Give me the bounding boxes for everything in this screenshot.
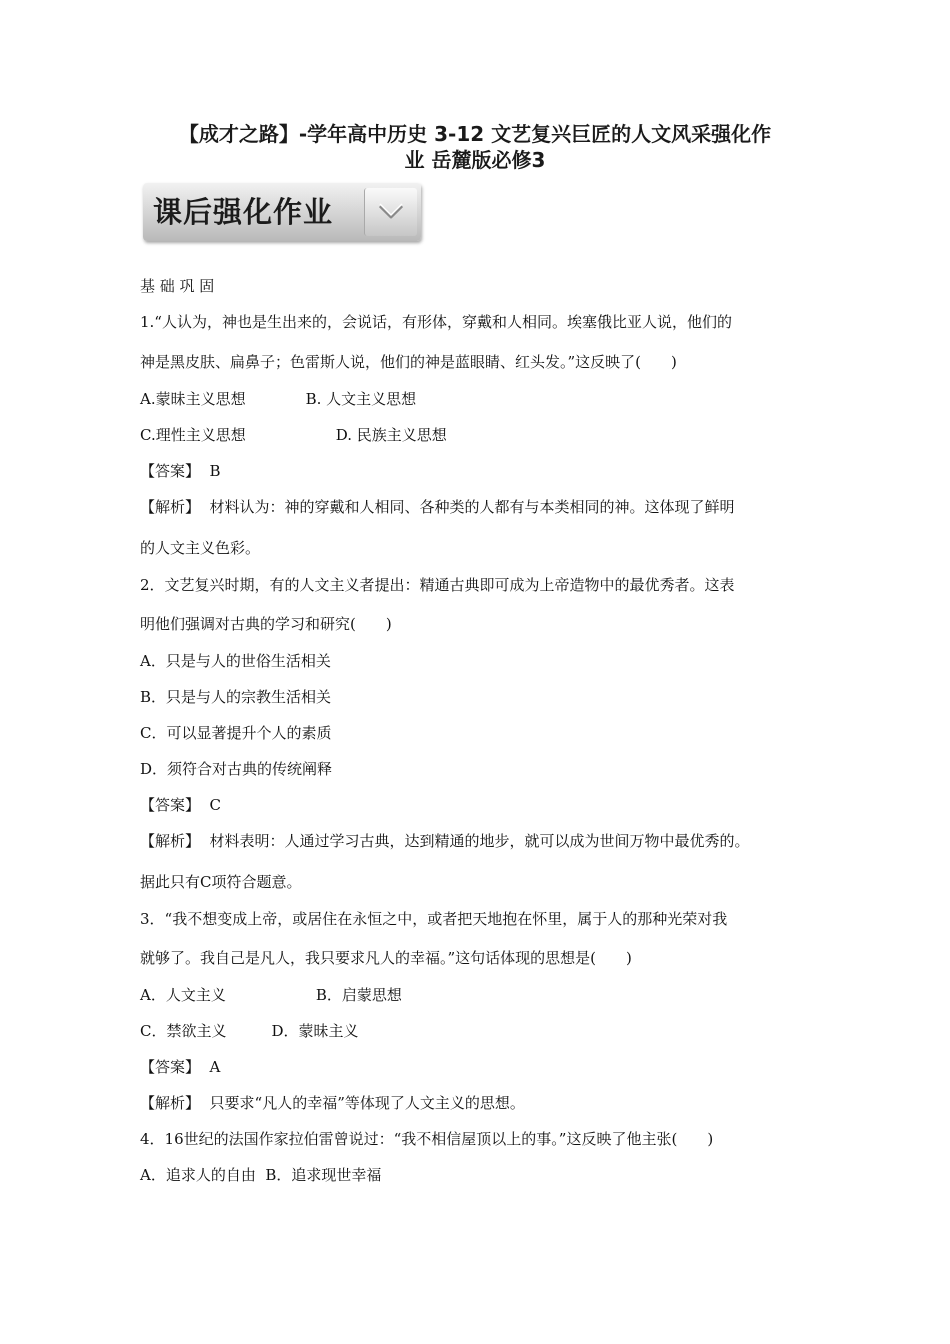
question-4-options-line-1: A．追求人的自由 B．追求现世幸福 [140, 1166, 382, 1184]
question-3-options-line-1: A．人文主义 B．启蒙思想 [140, 986, 402, 1004]
question-2-option-d: D．须符合对古典的传统阐释 [140, 760, 333, 778]
question-2-option-a: A．只是与人的世俗生活相关 [140, 652, 331, 670]
question-2-analysis-line-1: 【解析】 材料表明：人通过学习古典，达到精通的地步，就可以成为世间万物中最优秀的。 [140, 832, 750, 850]
question-1-stem-line-2: 神是黑皮肤、扁鼻子；色雷斯人说，他们的神是蓝眼睛、红头发。”这反映了( ) [140, 353, 677, 371]
question-2-option-c: C．可以显著提升个人的素质 [140, 724, 332, 742]
question-2-analysis-line-2: 据此只有C项符合题意。 [140, 873, 302, 891]
banner-dropdown-button [364, 188, 417, 236]
document-title-line-1: 【成才之路】-学年高中历史 3-12 文艺复兴巨匠的人文风采强化作 [178, 122, 772, 146]
question-1-options-line-2: C.理性主义思想 D. 民族主义思想 [140, 426, 447, 444]
question-2-option-b: B．只是与人的宗教生活相关 [140, 688, 332, 706]
question-2-stem-line-1: 2．文艺复兴时期，有的人文主义者提出：精通古典即可成为上帝造物中的最优秀者。这表 [140, 576, 735, 594]
question-3-answer: 【答案】 A [140, 1058, 221, 1076]
question-2-answer: 【答案】 C [140, 796, 222, 814]
question-3-options-line-2: C．禁欲主义 D．蒙昧主义 [140, 1022, 359, 1040]
question-3-analysis: 【解析】 只要求“凡人的幸福”等体现了人文主义的思想。 [140, 1094, 525, 1112]
question-1-analysis-line-1: 【解析】 材料认为：神的穿戴和人相同、各种类的人都有与本类相同的神。这体现了鲜明 [140, 498, 735, 516]
question-4-stem: 4．16世纪的法国作家拉伯雷曾说过：“我不相信屋顶以上的事。”这反映了他主张( ) [140, 1130, 714, 1148]
document-title [120, 121, 830, 173]
question-2-stem-line-2: 明他们强调对古典的学习和研究( ) [140, 615, 392, 633]
question-3-stem-line-2: 就够了。我自己是凡人，我只要求凡人的幸福。”这句话体现的思想是( ) [140, 949, 632, 967]
banner-label: 课后强化作业 [153, 195, 334, 229]
question-1-stem-line-1: 1.“人认为，神也是生出来的，会说话，有形体，穿戴和人相同。埃塞俄比亚人说，他们的 [140, 313, 732, 331]
question-1-options-line-1: A.蒙昧主义思想 B. 人文主义思想 [140, 390, 417, 408]
question-1-analysis-line-2: 的人文主义色彩。 [140, 539, 261, 557]
homework-banner [143, 183, 421, 241]
question-1-answer: 【答案】 B [140, 462, 221, 480]
section-heading: 基 础 巩 固 [140, 277, 215, 295]
document-title-line-2: 业 岳麓版必修3 [404, 148, 546, 172]
question-3-stem-line-1: 3．“我不想变成上帝，或居住在永恒之中，或者把天地抱在怀里，属于人的那种光荣对我 [140, 910, 728, 928]
